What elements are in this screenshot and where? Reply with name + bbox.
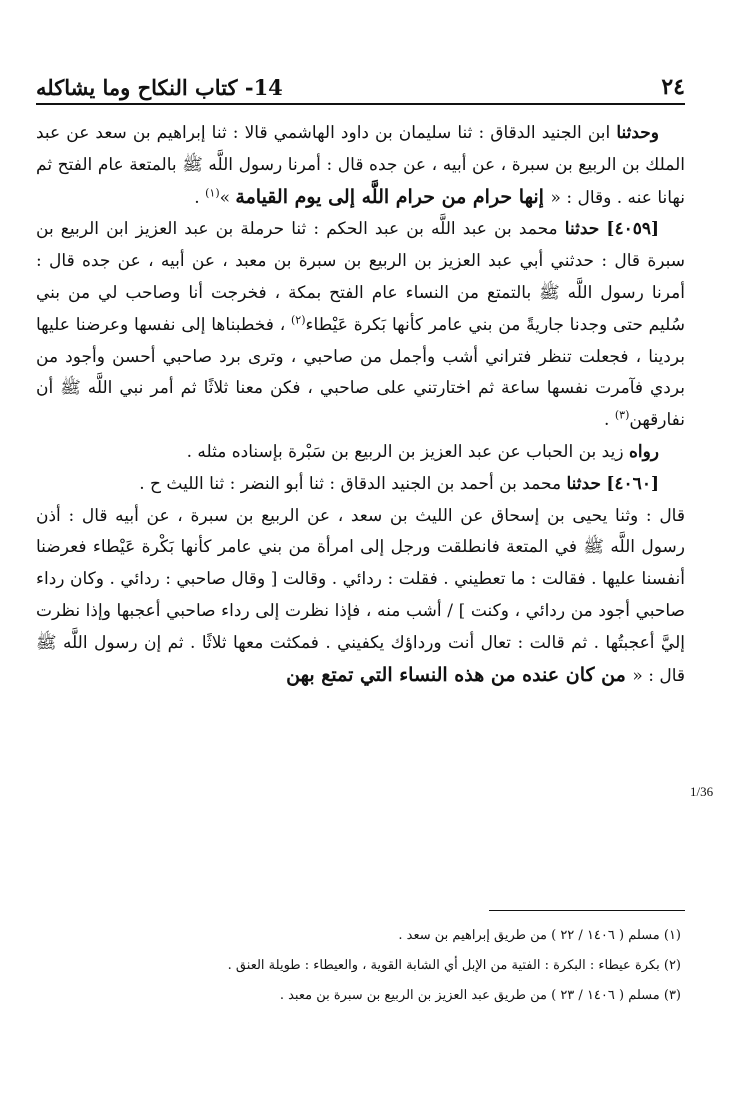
riwaya-text: زيد بن الحباب عن عبد العزيز بن الربيع بن سَبْرة بإسناده مثله .: [186, 441, 629, 462]
header-rule: [36, 103, 685, 105]
hadith-4059: [36, 214, 685, 437]
hadith-text: محمد بن أحمد بن الجنيد الدقاق : ثنا أبو النضر : ثنا الليث ح .: [139, 473, 567, 494]
hadith-text: قال : وثنا يحيى بن إسحاق عن الليث بن سعد ، عن الربيع بن سبرة ، عن أبيه قال : أذن رسول اللَّه ﷺ في المتعة فانطلقت ورجل إلى امرأة من بني عامر كأنها بَكْرة عَيْطاء فعرضنا أنفسنا عليها . فقالت : ما تعطيني . فقلت : ردائي . وقالت [ وقال صاحبي : ردائي . وكان رداء صاحبي أجود من ردائي ، وكنت ] / أشب منه ، فإذا نظرت إلى رداء صاحبي أعجبها وإذا نظرت إليَّ أعجبتُها . ثم قالت : تعال أنت ورداؤك يكفيني . فمكثت معها ثلاثًا . ثم إن رسول اللَّه ﷺ قال : «: [36, 505, 685, 686]
hadith-lead-word: حدثنا: [564, 219, 600, 240]
hadith-end: .: [194, 187, 206, 208]
hadith-paragraph-1: [36, 118, 685, 214]
footnote-rule: [489, 910, 685, 911]
hadith-4060-continuation: [36, 501, 685, 693]
hadith-quote-close: »: [219, 187, 236, 208]
hadith-emphasis: إنها حرام من حرام اللَّه إلى يوم القيامة: [235, 185, 551, 208]
hadith-lead-word: وحدثنا: [616, 123, 659, 143]
footnotes: [36, 921, 681, 1011]
footnote-ref-1[interactable]: (١): [205, 185, 220, 199]
hadith-lead-word: حدثنا: [566, 473, 601, 494]
footnote-ref-3[interactable]: (٣): [614, 408, 630, 422]
page-number: ٢٤: [661, 74, 685, 100]
hadith-emphasis: من كان عنده من هذه النساء التي تمتع بهن: [286, 663, 633, 686]
hadith-number: [٤٠٥٩]: [606, 219, 660, 240]
hadith-end: .: [604, 410, 615, 431]
hadith-text: محمد بن عبد اللَّه بن عبد الحكم : ثنا حرملة بن عبد العزيز ابن الربيع بن سبرة قال : حدثني أبي عبد العزيز بن الربيع بن سبرة بن معبد ، عن أبيه ، عن جده قال : أمرنا رسول اللَّه ﷺ بالتمتع من النساء عام الفتح بمكة ، فخرجت أنا وصاحب لي من بني سُليم حتى وجدنا جاريةً من بني عامر كأنها بَكرة عَيْطاء: [36, 219, 685, 335]
riwaya-lead-word: رواه: [628, 441, 659, 462]
manuscript-folio-note: 1/36: [690, 784, 714, 799]
footnote-ref-2[interactable]: (٢): [291, 313, 306, 327]
footnote-1: (١) مسلم ( ١٤٠٦ / ٢٢ ) من طريق إبراهيم بن سعد .: [398, 928, 681, 943]
hadith-text: ابن الجنيد الدقاق : ثنا سليمان بن داود الهاشمي قالا : ثنا إبراهيم بن سعد عن عبد الملك بن الربيع بن سبرة ، عن أبيه ، عن جده قال : أمرنا رسول اللَّه ﷺ بالمتعة عام الفتح ثم نهانا عنه . وقال : «: [36, 123, 685, 208]
main-text: [36, 118, 685, 692]
hadith-text-continued: ، فخطبناها إلى نفسها وعرضنا عليها بردينا ، فجعلت تنظر فتراني أشب وأجمل من صاحبي ، وترى برد صاحبي أحسن وأجود من بردي فآمرت نفسها ساعة ثم اختارتني على صاحبي ، فكن معنا ثلاثًا ثم أمر نبي اللَّه ﷺ أن نفارقهن: [36, 314, 685, 431]
footnote-2: (٢) بكرة عيطاء : البكرة : الفتية من الإبل أي الشابة القوية ، والعيطاء : طويلة العنق .: [227, 958, 681, 973]
chapter-title: 14- كتاب النكاح وما يشاكله: [36, 75, 283, 100]
hadith-4060: [36, 469, 685, 501]
riwaya-note: [36, 437, 685, 469]
hadith-number: [٤٠٦٠]: [606, 473, 659, 494]
running-head: [36, 60, 685, 100]
footnote-3: (٣) مسلم ( ١٤٠٦ / ٢٣ ) من طريق عبد العزيز بن الربيع بن سبرة بن معبد .: [279, 988, 681, 1003]
